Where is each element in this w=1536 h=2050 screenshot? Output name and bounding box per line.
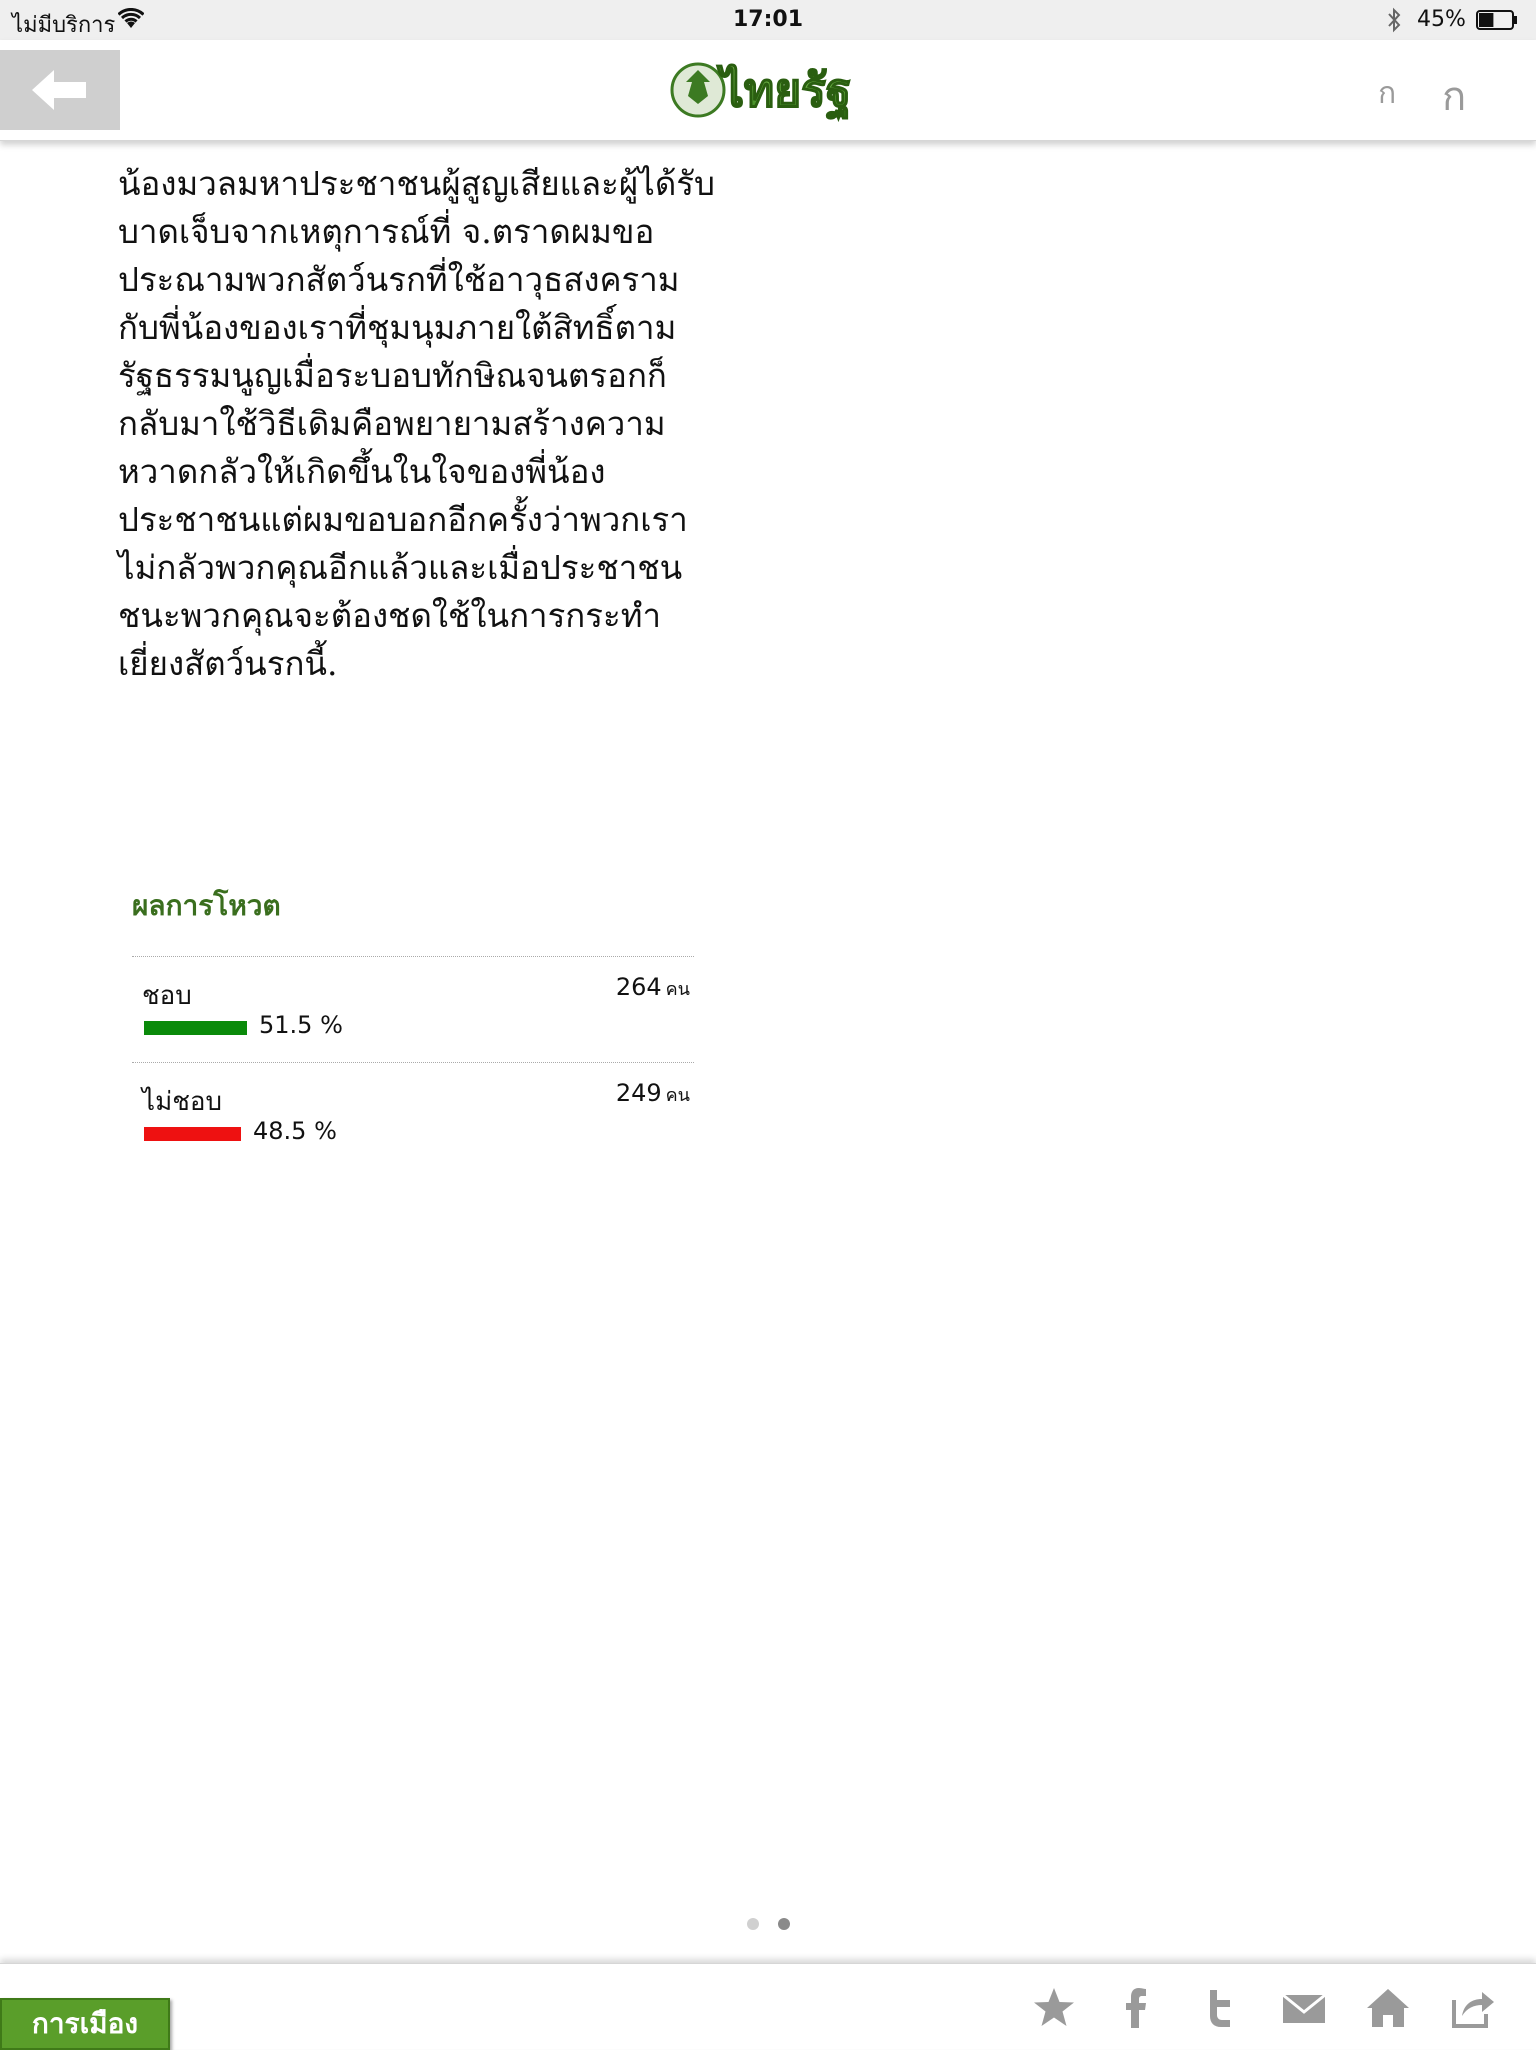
vote-count: 249	[615, 1079, 662, 1107]
article-body	[118, 160, 758, 688]
poll-results	[132, 886, 694, 1168]
share-icon[interactable]	[1448, 1984, 1496, 2032]
home-icon[interactable]	[1364, 1984, 1412, 2032]
status-bar	[0, 0, 1536, 40]
poll-option-count	[616, 1079, 690, 1109]
poll-bar-like	[144, 1021, 247, 1035]
article-line: ประณามพวกสัตว์นรกที่ใช้อาวุธสงคราม	[118, 260, 680, 299]
font-decrease-button[interactable]: ก	[1378, 76, 1397, 111]
font-increase-button[interactable]: ก	[1442, 74, 1467, 120]
battery-icon	[1476, 10, 1518, 30]
vote-unit: คน	[665, 1085, 690, 1106]
vote-count: 264	[615, 973, 662, 1001]
back-button[interactable]	[0, 50, 120, 130]
facebook-icon[interactable]	[1112, 1984, 1160, 2032]
nav-bar	[0, 40, 1536, 141]
star-icon[interactable]	[1030, 1984, 1078, 2032]
poll-bar-dislike	[144, 1127, 241, 1141]
vote-unit: คน	[665, 979, 690, 1000]
bluetooth-icon	[1386, 6, 1402, 34]
article-line: ไม่กลัวพวกคุณอีกแล้วและเมื่อประชาชน	[118, 548, 683, 587]
poll-option-like	[132, 956, 694, 1062]
poll-option-label: ชอบ	[142, 981, 192, 1011]
status-time: 17:01	[732, 7, 804, 32]
article-line: รัฐธรรมนูญเมื่อระบอบทักษิณจนตรอกก็	[118, 356, 667, 395]
thairath-logo	[668, 52, 872, 128]
poll-title: ผลการโหวต	[132, 889, 281, 922]
page-dot-1[interactable]	[747, 1918, 759, 1930]
article-line: น้องมวลมหาประชาชนผู้สูญเสียและผู้ได้รับ	[118, 164, 715, 203]
poll-option-count	[616, 973, 690, 1003]
battery-percent: 45%	[1417, 7, 1466, 32]
carrier-label: ไม่มีบริการ	[12, 13, 116, 38]
article-line: กลับมาใช้วิธีเดิมคือพยายามสร้างความ	[118, 404, 666, 443]
article-line: บาดเจ็บจากเหตุการณ์ที่ จ.ตราดผมขอ	[118, 212, 655, 251]
poll-option-percent: 51.5 %	[259, 1011, 343, 1039]
bottom-toolbar	[0, 1963, 1536, 2049]
twitter-icon[interactable]	[1196, 1984, 1244, 2032]
poll-option-dislike	[132, 1062, 694, 1168]
poll-option-percent: 48.5 %	[253, 1117, 337, 1145]
article-line: ประชาชนแต่ผมขอบอกอีกครั้งว่าพวกเรา	[118, 500, 688, 539]
article-line: เยี่ยงสัตว์นรกนี้.	[118, 644, 338, 683]
poll-option-label: ไม่ชอบ	[142, 1087, 222, 1117]
page-dot-2[interactable]	[778, 1918, 790, 1930]
logo-text: ไทยรัฐ	[720, 63, 852, 117]
article-line: หวาดกลัวให้เกิดขึ้นในใจของพี่น้อง	[118, 452, 606, 491]
section-tag[interactable]: การเมือง	[0, 1998, 170, 2050]
mail-icon[interactable]	[1280, 1984, 1328, 2032]
article-line: ชนะพวกคุณจะต้องชดใช้ในการกระทำ	[118, 596, 662, 635]
article-line: กับพี่น้องของเราที่ชุมนุมภายใต้สิทธิ์ตาม	[118, 308, 677, 347]
page-indicator[interactable]	[0, 1918, 1536, 1938]
arrow-left-icon	[32, 70, 88, 110]
